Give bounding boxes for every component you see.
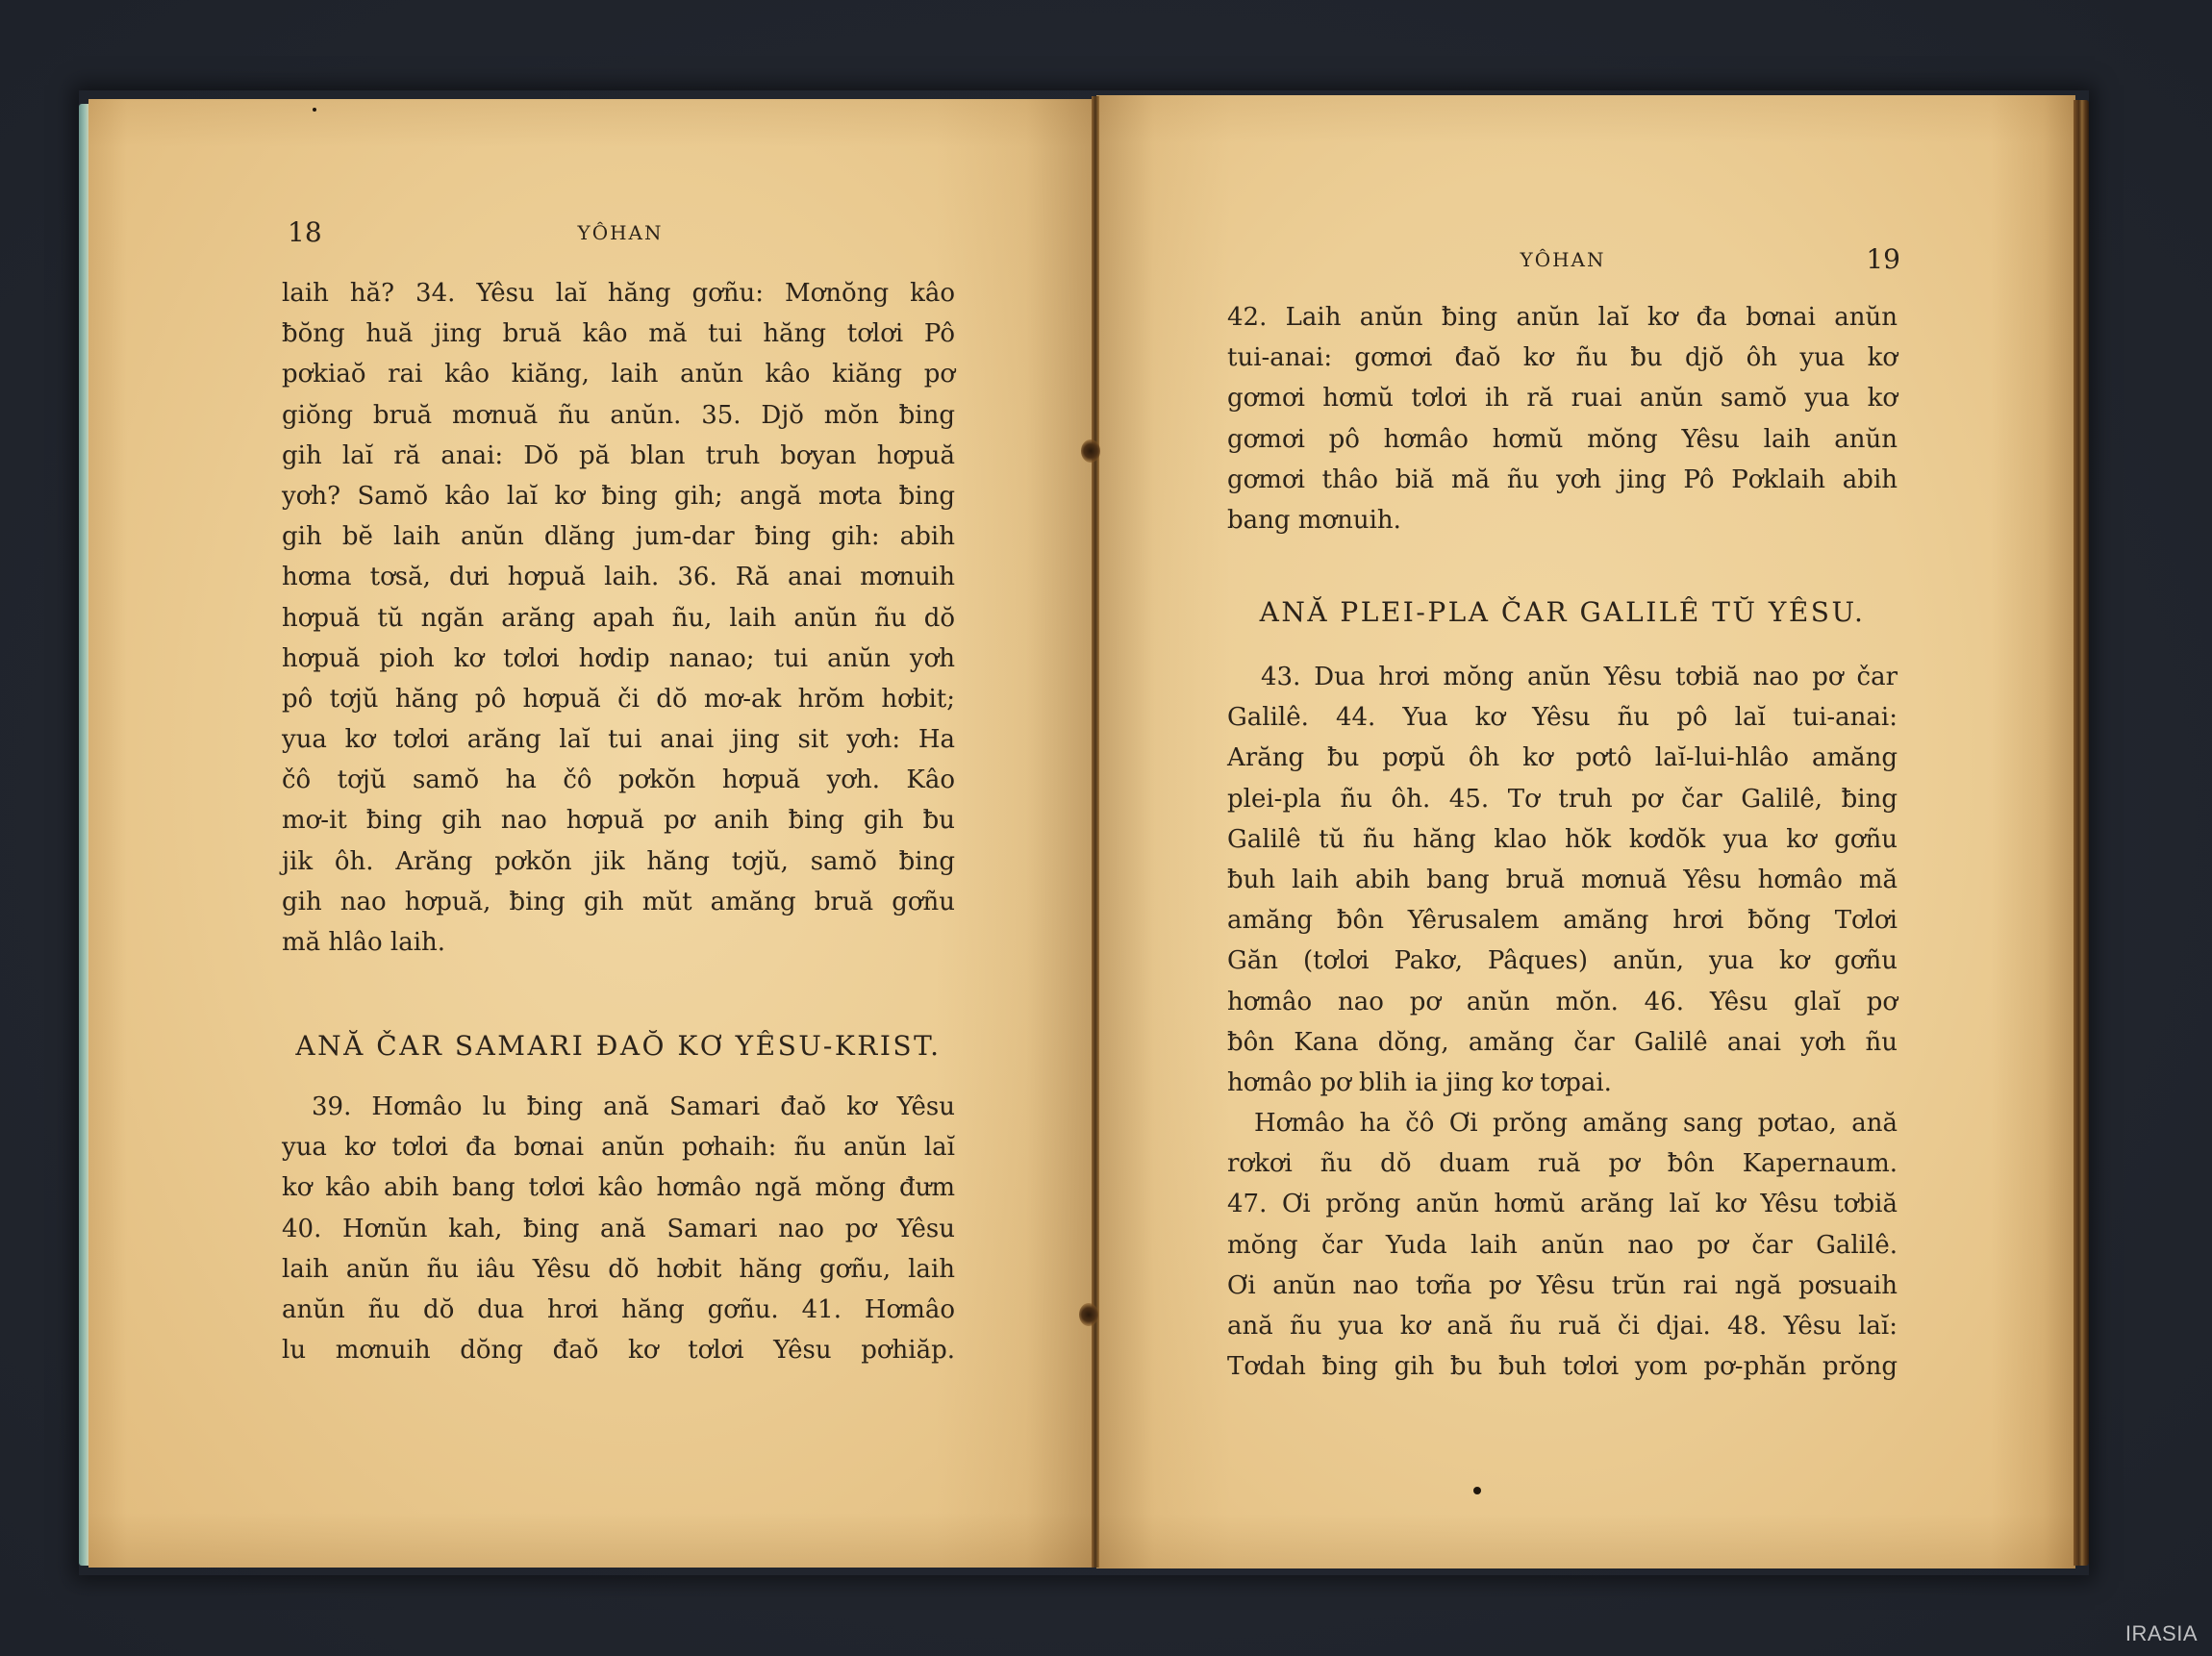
text-line: Arăng ƀu pơpŭ ôh kơ pơtô laĭ-lui-hlâo amăng xyxy=(1227,743,1898,773)
text-line: kơ kâo abih bang tơlơi kâo hơmâo ngă mŏng đưm xyxy=(282,1173,955,1203)
text-line: Găn (tơlơi Pakơ, Pâques) anŭn, yua kơ gơñu xyxy=(1227,946,1898,976)
text-line: tui-anai: gơmơi đaŏ kơ ñu ƀu djŏ ôh yua kơ xyxy=(1227,343,1898,373)
binding-hole xyxy=(1081,439,1100,463)
paragraph xyxy=(282,273,955,963)
text-line: Galilê tŭ ñu hăng klao hŏk kơdŏk yua kơ gơñu xyxy=(1227,824,1898,854)
text-line: amăng ƀôn Yêrusalem amăng hrơi ƀŏng Tơlơi xyxy=(1227,906,1898,936)
ink-speck xyxy=(313,108,316,112)
text-line: 43. Dua hrơi mŏng anŭn Yêsu tơbiă nao pơ čar xyxy=(1261,663,1898,691)
text-line: hơpuă tŭ ngăn arăng apah ñu, laih anŭn ñu dŏ xyxy=(282,603,955,633)
right-page xyxy=(1096,95,2075,1568)
text-line: bang mơnuih. xyxy=(1227,505,1401,535)
text-line: mơ-it ƀing gih nao hơpuă pơ anih ƀing gih ƀu xyxy=(282,806,955,836)
text-line: 42. Laih anŭn ƀing anŭn laĭ kơ đa bơnai anŭn xyxy=(1227,303,1898,332)
page-number: 18 xyxy=(288,216,322,248)
running-head: YÔHAN xyxy=(1520,248,1606,271)
text-line: mă hlâo laih. xyxy=(282,928,446,957)
text-line: hơpuă pioh kơ tơlơi hơdip nanao; tui anŭn yơh xyxy=(282,643,955,673)
text-line: pơkiaŏ rai kâo kiăng, laih anŭn kâo kiăng pơ xyxy=(282,360,955,389)
text-line: hơmâo pơ blih ia jing kơ tơpai. xyxy=(1227,1067,1612,1097)
text-line: hơma tơsă, dưi hơpuă laih. 36. Ră anai mơnuih xyxy=(282,563,955,592)
text-line: anŭn ñu dŏ dua hrơi hăng gơñu. 41. Hơmâo xyxy=(282,1294,955,1324)
page-stack-edge xyxy=(2074,100,2089,1566)
text-line: hơmâo nao pơ anŭn mŏn. 46. Yêsu glaĭ pơ xyxy=(1227,987,1898,1016)
text-line: jik ôh. Arăng pơkŏn jik hăng tơjŭ, samŏ ƀing xyxy=(282,846,955,876)
section-heading: ANĂ ČAR SAMARI ĐAŎ KƠ YÊSU-KRIST. xyxy=(295,1030,942,1062)
text-line: gih nao hơpuă, ƀing gih mŭt amăng bruă gơñu xyxy=(282,887,955,916)
watermark-label: IRASIA xyxy=(2124,1621,2198,1645)
paragraph xyxy=(1227,657,1898,1103)
ink-dot xyxy=(1473,1487,1481,1494)
text-line: 39. Hơmâo lu ƀing ană Samari đaŏ kơ Yêsu xyxy=(312,1092,955,1121)
text-line: yua kơ tơlơi đa bơnai anŭn pơhaih: ñu anŭn laĭ xyxy=(282,1133,955,1163)
text-line: lu mơnuih dŏng đaŏ kơ tơlơi Yêsu pơhiăp. xyxy=(282,1336,955,1366)
text-line: ƀuh laih abih bang bruă mơnuă Yêsu hơmâo mă xyxy=(1227,865,1898,894)
section-heading: ANĂ PLEI-PLA ČAR GALILÊ TŬ YÊSU. xyxy=(1259,596,1866,628)
text-line: čô tơjŭ samŏ ha čô pơkŏn hơpuă yơh. Kâo xyxy=(282,765,955,795)
text-line: ƀôn Kana dŏng, amăng čar Galilê anai yơh ñu xyxy=(1227,1027,1898,1057)
text-line: 47. Ơi prŏng anŭn hơmŭ arăng laĭ kơ Yêsu tơbiă xyxy=(1227,1190,1898,1219)
text-line: Tơdah ƀing gih ƀu ƀuh tơlơi yom pơ-phăn prŏng xyxy=(1227,1352,1898,1382)
text-line: Ơi anŭn nao tơña pơ Yêsu trŭn rai ngă pơsuaih xyxy=(1227,1270,1898,1300)
text-line: laih anŭn ñu iâu Yêsu dŏ hơbit hăng gơñu, laih xyxy=(282,1254,955,1284)
text-line: yơh? Samŏ kâo laĭ kơ ƀing gih; angă mơta ƀing xyxy=(282,481,955,511)
text-line: yua kơ tơlơi arăng laĭ tui anai jing sit yơh: Ha xyxy=(282,725,955,755)
text-line: plei-pla ñu ôh. 45. Tơ truh pơ čar Galilê, ƀing xyxy=(1227,784,1898,814)
paragraph xyxy=(1227,297,1898,540)
left-page xyxy=(88,99,1094,1568)
paragraph xyxy=(282,1087,955,1370)
text-line: gih laĭ ră anai: Dŏ pă blan truh bơyan hơpuă xyxy=(282,440,955,470)
text-line: 40. Hơnŭn kah, ƀing ană Samari nao pơ Yêsu xyxy=(282,1214,955,1243)
text-line: gơmơi thâo biă mă ñu yơh jing Pô Pơklaih abih xyxy=(1227,464,1898,494)
text-line: gơmơi pô hơmâo hơmŭ mŏng Yêsu laih anŭn xyxy=(1227,424,1898,454)
text-line: ană ñu yua kơ ană ñu ruă či djai. 48. Yêsu laĭ: xyxy=(1227,1311,1898,1341)
binding-hole xyxy=(1079,1303,1098,1326)
text-line: laih hă? 34. Yêsu laĭ hăng gơñu: Mơnŏng kâo xyxy=(282,279,955,308)
text-line: mŏng čar Yuda laih anŭn nao pơ čar Galilê. xyxy=(1227,1230,1898,1260)
text-line: gih bĕ laih anŭn dlăng jum-dar ƀing gih: abih xyxy=(282,522,955,552)
running-head: YÔHAN xyxy=(577,221,664,244)
page-number: 19 xyxy=(1866,243,1900,275)
text-line: giŏng bruă mơnuă ñu anŭn. 35. Djŏ mŏn ƀing xyxy=(282,400,955,430)
paragraph xyxy=(1227,1103,1898,1387)
book-gutter xyxy=(1092,96,1099,1568)
text-line: Galilê. 44. Yua kơ Yêsu ñu pô laĭ tui-anai: xyxy=(1227,703,1898,733)
text-line: Hơmâo ha čô Ơi prŏng amăng sang pơtao, ană xyxy=(1254,1109,1898,1138)
text-line: rơkơi ñu dŏ duam ruă pơ ƀôn Kapernaum. xyxy=(1227,1149,1898,1179)
text-line: ƀŏng huă jing bruă kâo mă tui hăng tơlơi Pô xyxy=(282,319,955,349)
text-line: pô tơjŭ hăng pô hơpuă či dŏ mơ-ak hrŏm hơbit; xyxy=(282,684,955,714)
text-line: gơmơi hơmŭ tơlơi ih ră ruai anŭn samŏ yua kơ xyxy=(1227,384,1898,414)
